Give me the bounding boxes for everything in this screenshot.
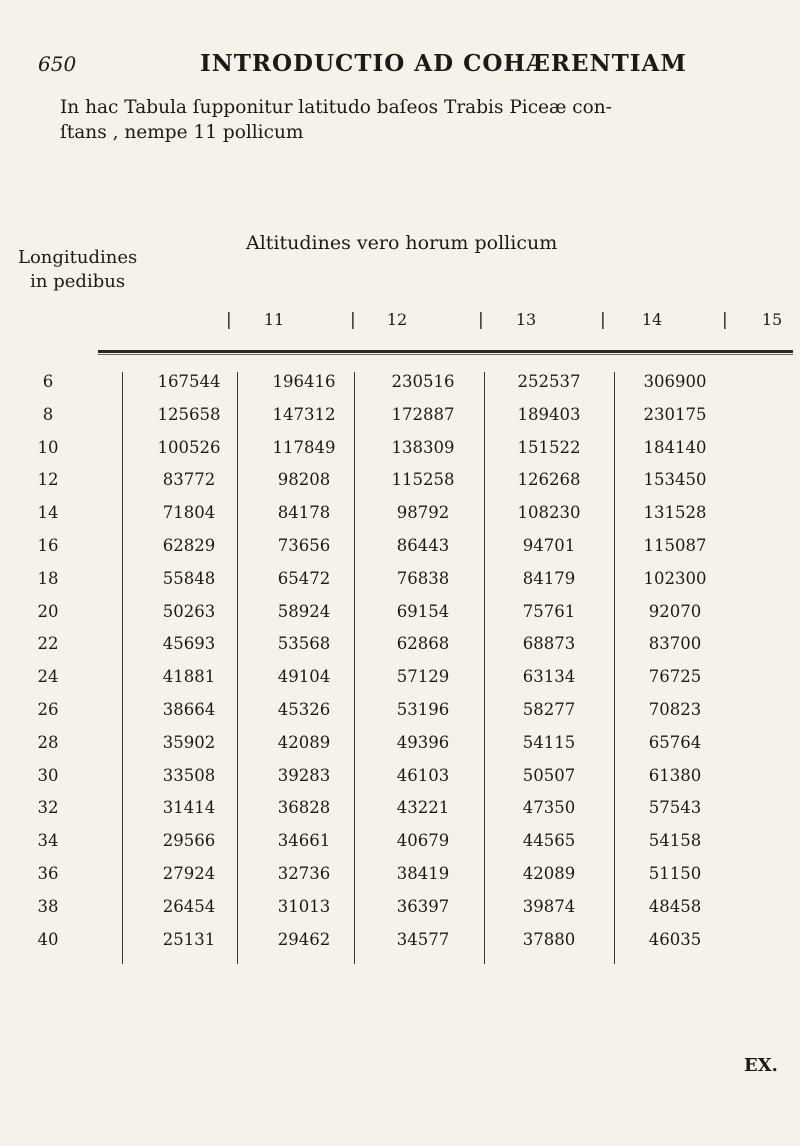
value-cell: 46103 <box>396 765 450 785</box>
column-header-11: 11 <box>263 310 285 329</box>
column-header-13: 13 <box>515 310 537 329</box>
value-cell: 98208 <box>277 470 331 490</box>
length-cell: 28 <box>37 732 59 752</box>
value-cell: 34577 <box>396 929 450 949</box>
value-cell: 45693 <box>162 634 216 654</box>
value-cell: 125658 <box>157 404 221 424</box>
value-cell: 57543 <box>648 798 702 818</box>
value-cell: 131528 <box>643 503 707 523</box>
value-cell: 41881 <box>162 667 216 687</box>
length-cell: 6 <box>42 372 54 391</box>
table-top-rule <box>98 350 793 353</box>
value-cell: 29462 <box>277 929 331 949</box>
value-cell: 43221 <box>396 798 450 818</box>
value-cell: 36397 <box>396 896 450 916</box>
value-cell: 84179 <box>522 568 576 588</box>
value-cell: 76838 <box>396 568 450 588</box>
value-cell: 42089 <box>522 864 576 883</box>
value-cell: 48458 <box>648 896 702 916</box>
value-cell: 49104 <box>277 667 331 687</box>
length-cell: 16 <box>37 536 59 555</box>
value-cell: 83772 <box>162 470 216 490</box>
length-cell: 34 <box>37 831 59 851</box>
value-cell: 61380 <box>648 765 702 785</box>
value-cell: 31414 <box>162 798 216 818</box>
length-cell: 26 <box>37 700 59 719</box>
length-cell: 18 <box>37 568 59 588</box>
value-cell: 147312 <box>272 404 336 424</box>
length-cell: 10 <box>37 437 59 457</box>
value-cell: 83700 <box>648 634 702 654</box>
value-cell: 46035 <box>648 929 702 949</box>
longitude-heading-line-2: in pedibus <box>30 271 126 292</box>
running-title: INTRODUCTIO AD COHÆRENTIAM <box>200 50 687 77</box>
page-number: 650 <box>38 52 77 76</box>
value-cell: 35902 <box>162 732 216 752</box>
column-divider <box>122 372 123 964</box>
value-cell: 27924 <box>162 864 216 883</box>
value-cell: 40679 <box>396 831 450 851</box>
value-cell: 100526 <box>157 437 221 457</box>
longitude-heading <box>18 246 137 294</box>
value-cell: 49396 <box>396 732 450 752</box>
value-cell: 36828 <box>277 798 331 818</box>
length-cell: 38 <box>37 896 59 916</box>
value-cell: 38419 <box>396 864 450 883</box>
length-cell: 22 <box>37 634 59 654</box>
value-cell: 306900 <box>643 372 707 391</box>
value-cell: 31013 <box>277 896 331 916</box>
altitude-heading: Altitudines vero horum pollicum <box>246 232 558 254</box>
value-cell: 71804 <box>162 503 216 523</box>
intro-line-1: In hac Tabula ſupponitur latitudo baſeos Trabis Piceæ con- <box>60 97 612 118</box>
header-divider: | <box>722 310 728 330</box>
value-cell: 196416 <box>272 372 336 391</box>
value-cell: 58924 <box>277 601 331 621</box>
value-cell: 37880 <box>522 929 576 949</box>
value-cell: 57129 <box>396 667 450 687</box>
value-cell: 151522 <box>517 437 581 457</box>
value-cell: 94701 <box>522 536 576 555</box>
header-divider: | <box>478 310 484 330</box>
value-cell: 65764 <box>648 732 702 752</box>
value-cell: 39283 <box>277 765 331 785</box>
value-cell: 65472 <box>277 568 331 588</box>
value-cell: 76725 <box>648 667 702 687</box>
value-cell: 45326 <box>277 700 331 719</box>
value-cell: 102300 <box>643 568 707 588</box>
value-cell: 26454 <box>162 896 216 916</box>
value-cell: 58277 <box>522 700 576 719</box>
value-cell: 184140 <box>643 437 707 457</box>
length-cell: 40 <box>37 929 59 949</box>
value-cell: 153450 <box>643 470 707 490</box>
column-header-12: 12 <box>386 310 408 329</box>
value-cell: 115087 <box>643 536 707 555</box>
value-cell: 62829 <box>162 536 216 555</box>
value-cell: 39874 <box>522 896 576 916</box>
value-cell: 92070 <box>648 601 702 621</box>
catchword: EX. <box>744 1055 778 1076</box>
length-cell: 20 <box>37 601 59 621</box>
value-cell: 189403 <box>517 404 581 424</box>
column-divider <box>614 372 615 964</box>
length-cell: 36 <box>37 864 59 883</box>
value-cell: 42089 <box>277 732 331 752</box>
length-cell: 12 <box>37 470 59 490</box>
value-cell: 54115 <box>522 732 576 752</box>
value-cell: 172887 <box>391 404 455 424</box>
value-cell: 230175 <box>643 404 707 424</box>
length-cell: 32 <box>37 798 59 818</box>
value-cell: 34661 <box>277 831 331 851</box>
column-header-14: 14 <box>641 310 663 329</box>
length-cell: 14 <box>37 503 59 523</box>
value-cell: 108230 <box>517 503 581 523</box>
value-cell: 230516 <box>391 372 455 391</box>
value-cell: 75761 <box>522 601 576 621</box>
value-cell: 98792 <box>396 503 450 523</box>
value-cell: 32736 <box>277 864 331 883</box>
header-divider: | <box>600 310 606 330</box>
value-cell: 51150 <box>648 864 702 883</box>
value-cell: 55848 <box>162 568 216 588</box>
value-cell: 50263 <box>162 601 216 621</box>
value-cell: 62868 <box>396 634 450 654</box>
value-cell: 126268 <box>517 470 581 490</box>
value-cell: 29566 <box>162 831 216 851</box>
longitude-heading-line-1: Longitudines <box>18 247 138 268</box>
length-cell: 8 <box>42 404 54 424</box>
value-cell: 54158 <box>648 831 702 851</box>
value-cell: 38664 <box>162 700 216 719</box>
value-cell: 69154 <box>396 601 450 621</box>
value-cell: 138309 <box>391 437 455 457</box>
value-cell: 117849 <box>272 437 336 457</box>
length-cell: 30 <box>37 765 59 785</box>
value-cell: 70823 <box>648 700 702 719</box>
value-cell: 53196 <box>396 700 450 719</box>
value-cell: 44565 <box>522 831 576 851</box>
value-cell: 50507 <box>522 765 576 785</box>
value-cell: 167544 <box>157 372 221 391</box>
value-cell: 47350 <box>522 798 576 818</box>
value-cell: 33508 <box>162 765 216 785</box>
header-divider: | <box>226 310 232 330</box>
header-divider: | <box>350 310 356 330</box>
length-cell: 24 <box>37 667 59 687</box>
value-cell: 73656 <box>277 536 331 555</box>
value-cell: 86443 <box>396 536 450 555</box>
column-divider <box>484 372 485 964</box>
value-cell: 252537 <box>517 372 581 391</box>
intro-line-2: ſtans , nempe 11 pollicum <box>60 122 304 143</box>
column-header-15: 15 <box>761 310 783 329</box>
value-cell: 68873 <box>522 634 576 654</box>
intro-paragraph <box>60 95 795 145</box>
value-cell: 84178 <box>277 503 331 523</box>
value-cell: 63134 <box>522 667 576 687</box>
value-cell: 53568 <box>277 634 331 654</box>
table-top-rule-thin <box>98 354 793 355</box>
value-cell: 25131 <box>162 929 216 949</box>
value-cell: 115258 <box>391 470 455 490</box>
